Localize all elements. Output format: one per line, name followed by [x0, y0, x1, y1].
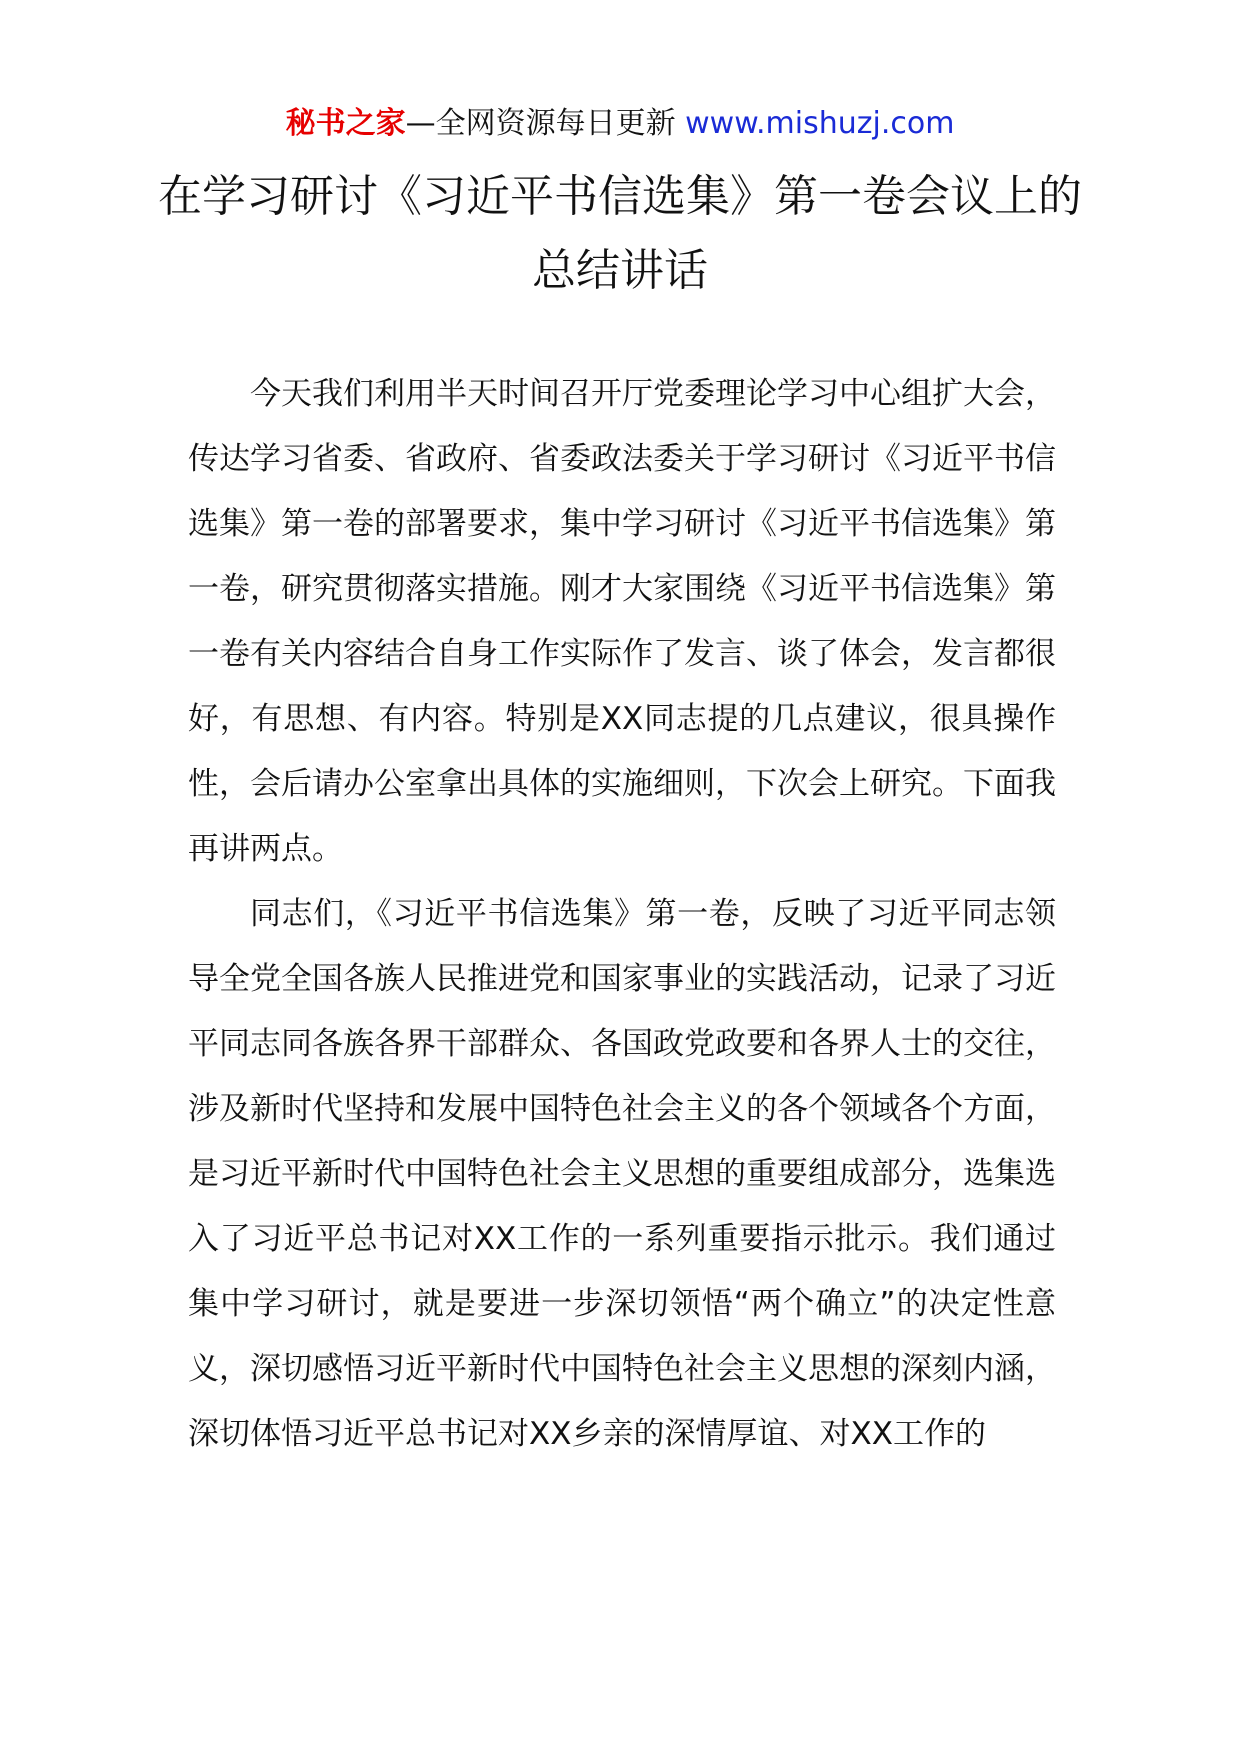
document-body — [188, 362, 1056, 1467]
paragraph-2: 同志们，《习近平书信选集》第一卷，反映了习近平同志领导全党全国各族人民推进党和国家事业的实践活动，记录了习近平同志同各族各界干部群众、各国政党政要和各界人士的交往，涉及新时代坚持和发展中国特色社会主义的各个领域各个方面，是习近平新时代中国特色社会主义思想的重要组成部分，选集选入了习近平总书记对XX工作的一系列重要指示批示。我们通过集中学习研讨，就是要进一步深切领悟“两个确立”的决定性意义，深切感悟习近平新时代中国特色社会主义思想的深刻内涵，深切体悟习近平总书记对XX乡亲的深情厚谊、对XX工作的 — [188, 896, 1056, 1452]
site-url-link[interactable]: www.mishuzj.com — [685, 106, 955, 141]
paragraph-1: 今天我们利用半天时间召开厅党委理论学习中心组扩大会，传达学习省委、省政府、省委政法委关于学习研讨《习近平书信选集》第一卷的部署要求，集中学习研讨《习近平书信选集》第一卷，研究贯彻落实措施。刚才大家围绕《习近平书信选集》第一卷有关内容结合自身工作实际作了发言、谈了体会，发言都很好，有思想、有内容。特别是XX同志提的几点建议，很具操作性，会后请办公室拿出具体的实施细则，下次会上研究。下面我再讲两点。 — [188, 376, 1056, 867]
site-header — [0, 100, 1240, 148]
document-title: 在学习研讨《习近平书信选集》第一卷会议上的总结讲话 — [158, 171, 1082, 296]
brand-name: 秘书之家 — [285, 106, 406, 141]
header-slogan: —全网资源每日更新 — [405, 106, 676, 141]
